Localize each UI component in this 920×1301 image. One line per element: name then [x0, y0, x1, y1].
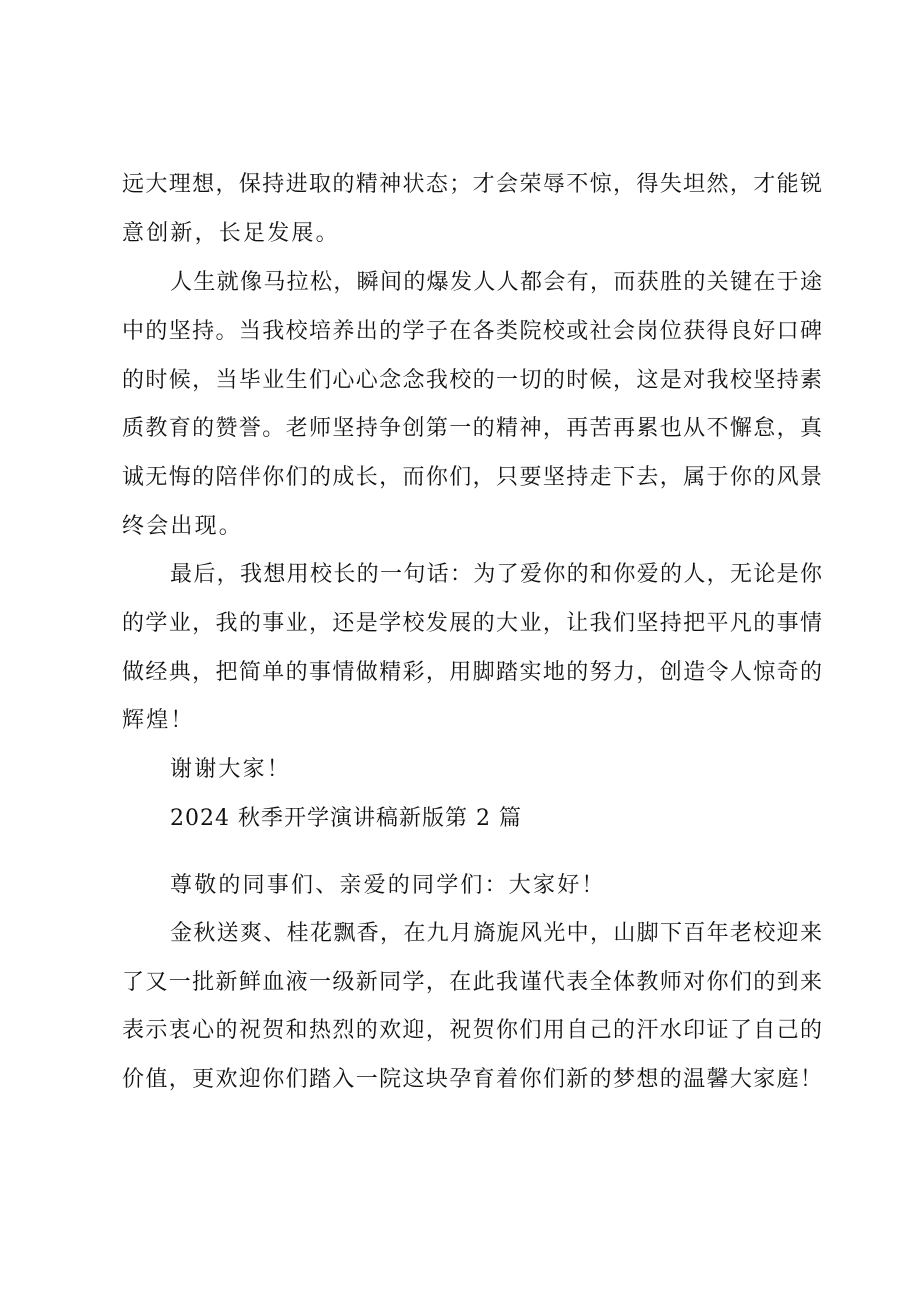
section-heading: 2024 秋季开学演讲稿新版第 2 篇	[170, 806, 522, 831]
paragraph-line: 辉煌！	[122, 708, 195, 733]
paragraph-line: 远大理想，保持进取的精神状态；才会荣辱不惊，得失坦然，才能锐	[122, 172, 822, 197]
paragraph-line: 诚无悔的陪伴你们的成长，而你们，只要坚持走下去，属于你的风景	[122, 465, 822, 490]
paragraph-line: 终会出现。	[122, 514, 244, 539]
paragraph-line: 中的坚持。当我校培养出的学子在各类院校或社会岗位获得良好口碑	[122, 319, 822, 344]
paragraph-line: 表示衷心的祝贺和热烈的欢迎，祝贺你们用自己的汗水印证了自己的	[122, 1018, 822, 1043]
paragraph-line: 意创新，长足发展。	[122, 221, 340, 246]
closing-line: 谢谢大家！	[170, 757, 292, 782]
paragraph-line: 最后，我想用校长的一句话：为了爱你的和你爱的人，无论是你	[170, 562, 822, 587]
greeting-line: 尊敬的同事们、亲爱的同学们：大家好！	[170, 873, 606, 898]
paragraph-line: 的时候，当毕业生们心心念念我校的一切的时候，这是对我校坚持素	[122, 368, 822, 393]
paragraph-line: 的学业，我的事业，还是学校发展的大业，让我们坚持把平凡的事情	[122, 611, 822, 636]
paragraph-line: 人生就像马拉松，瞬间的爆发人人都会有，而获胜的关键在于途	[170, 270, 822, 295]
paragraph-line: 金秋送爽、桂花飘香，在九月旖旎风光中，山脚下百年老校迎来	[170, 921, 822, 946]
paragraph-line: 价值，更欢迎你们踏入一院这块孕育着你们新的梦想的温馨大家庭！	[122, 1067, 822, 1092]
paragraph-line: 了又一批新鲜血液一级新同学，在此我谨代表全体教师对你们的到来	[122, 970, 822, 995]
paragraph-line: 质教育的赞誉。老师坚持争创第一的精神，再苦再累也从不懈怠，真	[122, 416, 822, 441]
paragraph-line: 做经典，把简单的事情做精彩，用脚踏实地的努力，创造令人惊奇的	[122, 660, 822, 685]
